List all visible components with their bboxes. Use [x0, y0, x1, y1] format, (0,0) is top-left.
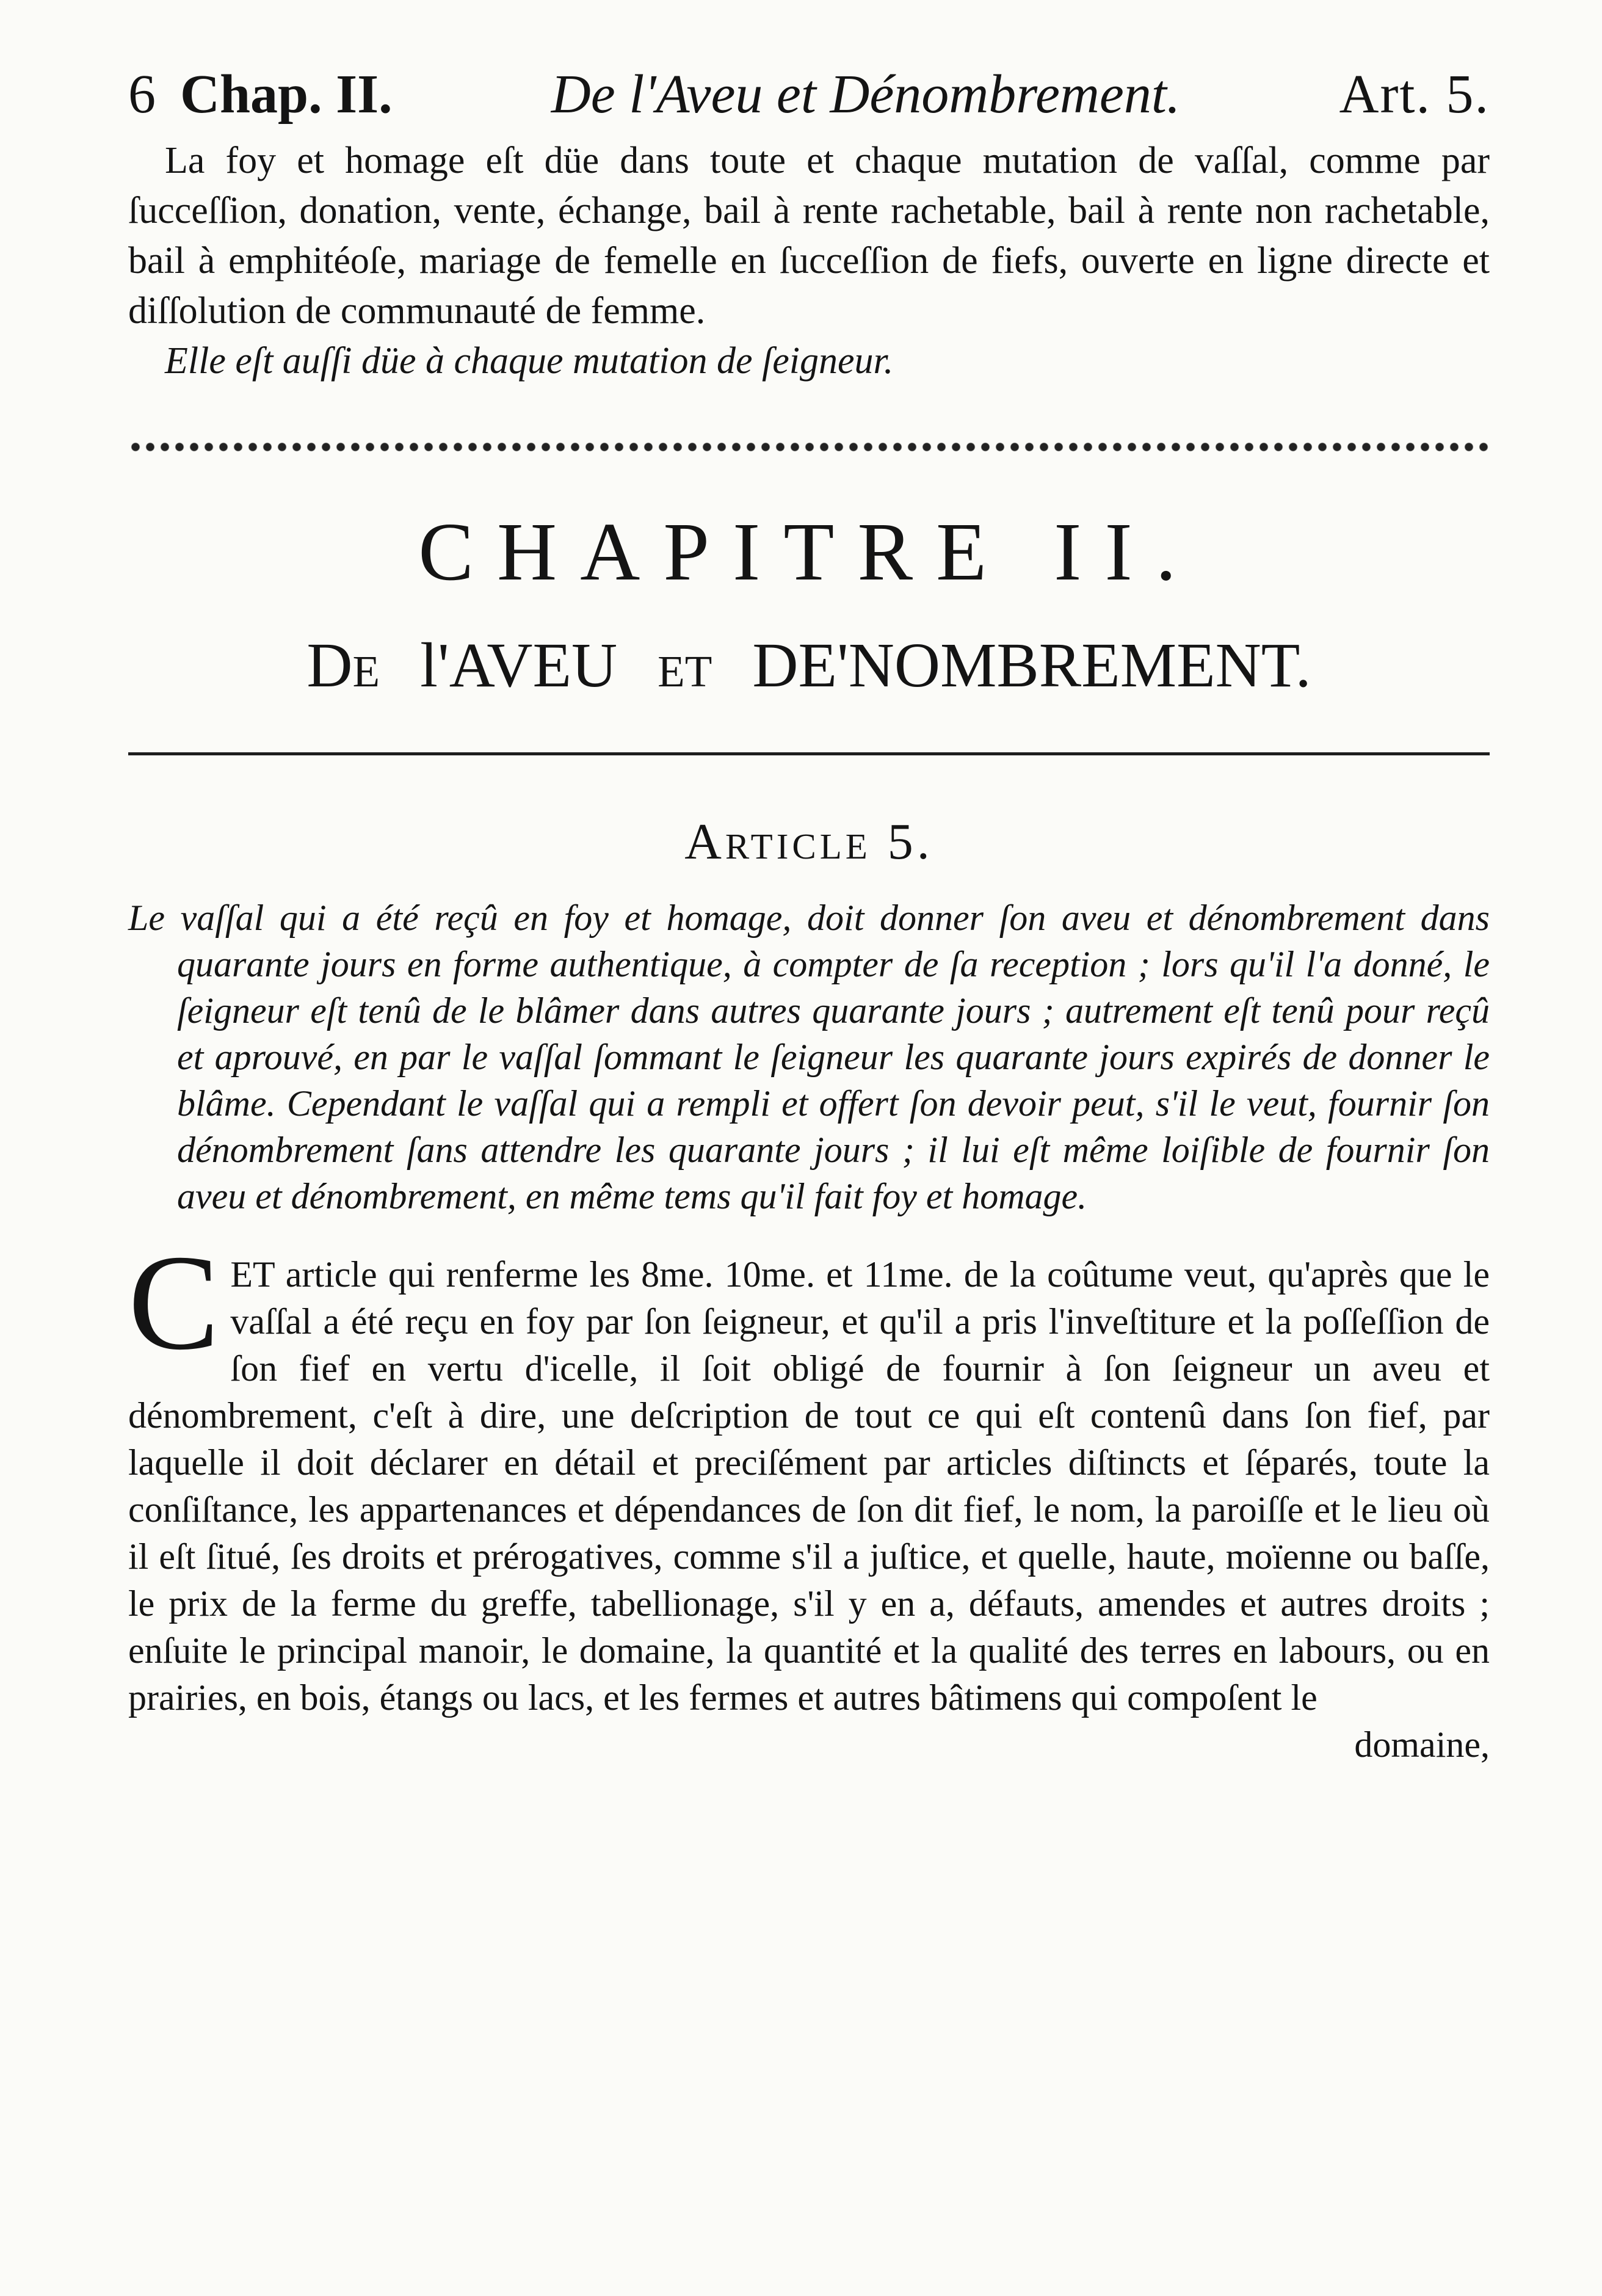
running-chapter: Chap. II. [180, 64, 393, 125]
subtitle-aveu: l'AVEU [420, 630, 618, 700]
article-text: Le vaſſal qui a été reçû en foy et homage, doit donner ſon aveu et dénombrement dans quarante jours en forme authentique, à compter de ſa reception ; lors qu'il l'a donné, le ſeigneur eſt tenû de le blâmer dans autres quarante jours ; autrement eſt tenû pour reçû et aprouvé, en par le vaſſal ſommant le ſeigneur les quarante jours expirés de donner le blâme. Cependant le vaſſal qui a rempli et offert ſon devoir peut, s'il le veut, fournir ſon dénombrement ſans attendre les quarante jours ; il lui eſt même loiſible de fournir ſon aveu et dénombrement, en même tems qu'il fait foy et homage. [128, 898, 1490, 1216]
ornament-divider [128, 440, 1490, 454]
subtitle-et: et [658, 630, 712, 700]
previous-paragraph: La foy et homage eſt düe dans toute et chaque mutation de vaſſal, comme par ſucceſſion, donation, vente, échange, bail à rente rachetable, bail à rente non rachetable, bail à emphitéoſe, mariage de femelle en ſucceſſion de fiefs, ouverte en ligne directe et diſſolution de communauté de femme. [128, 140, 1490, 332]
catchword: domaine, [1354, 1724, 1490, 1765]
subtitle-denombrement: DE'NOMBREMENT. [752, 630, 1311, 700]
chapter-title: CHAPITRE II. [418, 506, 1200, 598]
running-article: Art. 5. [1339, 64, 1490, 125]
commentary-text: ET article qui renferme les 8me. 10me. et 11me. de la coûtume veut, qu'après que le vaſſal a été reçu en foy par ſon ſeigneur, et qu'il a pris l'inveſtiture et la poſſeſſion de ſon fief en vertu d'icelle, il ſoit obligé de fournir à ſon ſeigneur un aveu et dénombrement, c'eſt à dire, une deſcription de tout ce qui eſt contenû dans ſon fief, par laquelle il doit déclarer en détail et preciſément par articles diſtincts et ſéparés, toute la conſiſtance, les appartenances et dépendances de ſon dit fief, le nom, la paroiſſe et le lieu où il eſt ſitué, ſes droits et prérogatives, comme s'il a juſtice, et quelle, haute, moïenne ou baſſe, le prix de la ferme du greffe, tabellionage, s'il y en a, défauts, amendes et autres droits ; enſuite le principal manoir, le domaine, la quantité et la qualité des terres en labours, ou en prairies, en bois, étangs ou lacs, et les fermes et autres bâtimens qui compoſent le [128, 1254, 1490, 1718]
subtitle-de: De [306, 630, 380, 700]
horizontal-rule [128, 752, 1490, 755]
document-page [128, 64, 1490, 2241]
running-title: De l'Aveu et Dénombrement. [551, 64, 1181, 125]
page-number: 6 [128, 64, 156, 125]
chapter-subtitle [128, 630, 1490, 700]
drop-cap: C [128, 1227, 220, 1378]
previous-note: Elle eſt auſſi düe à chaque mutation de ſeigneur. [165, 340, 894, 382]
commentary-paragraph [128, 1227, 1490, 1721]
article-heading: Article 5. [684, 813, 933, 870]
running-head [128, 64, 1490, 136]
